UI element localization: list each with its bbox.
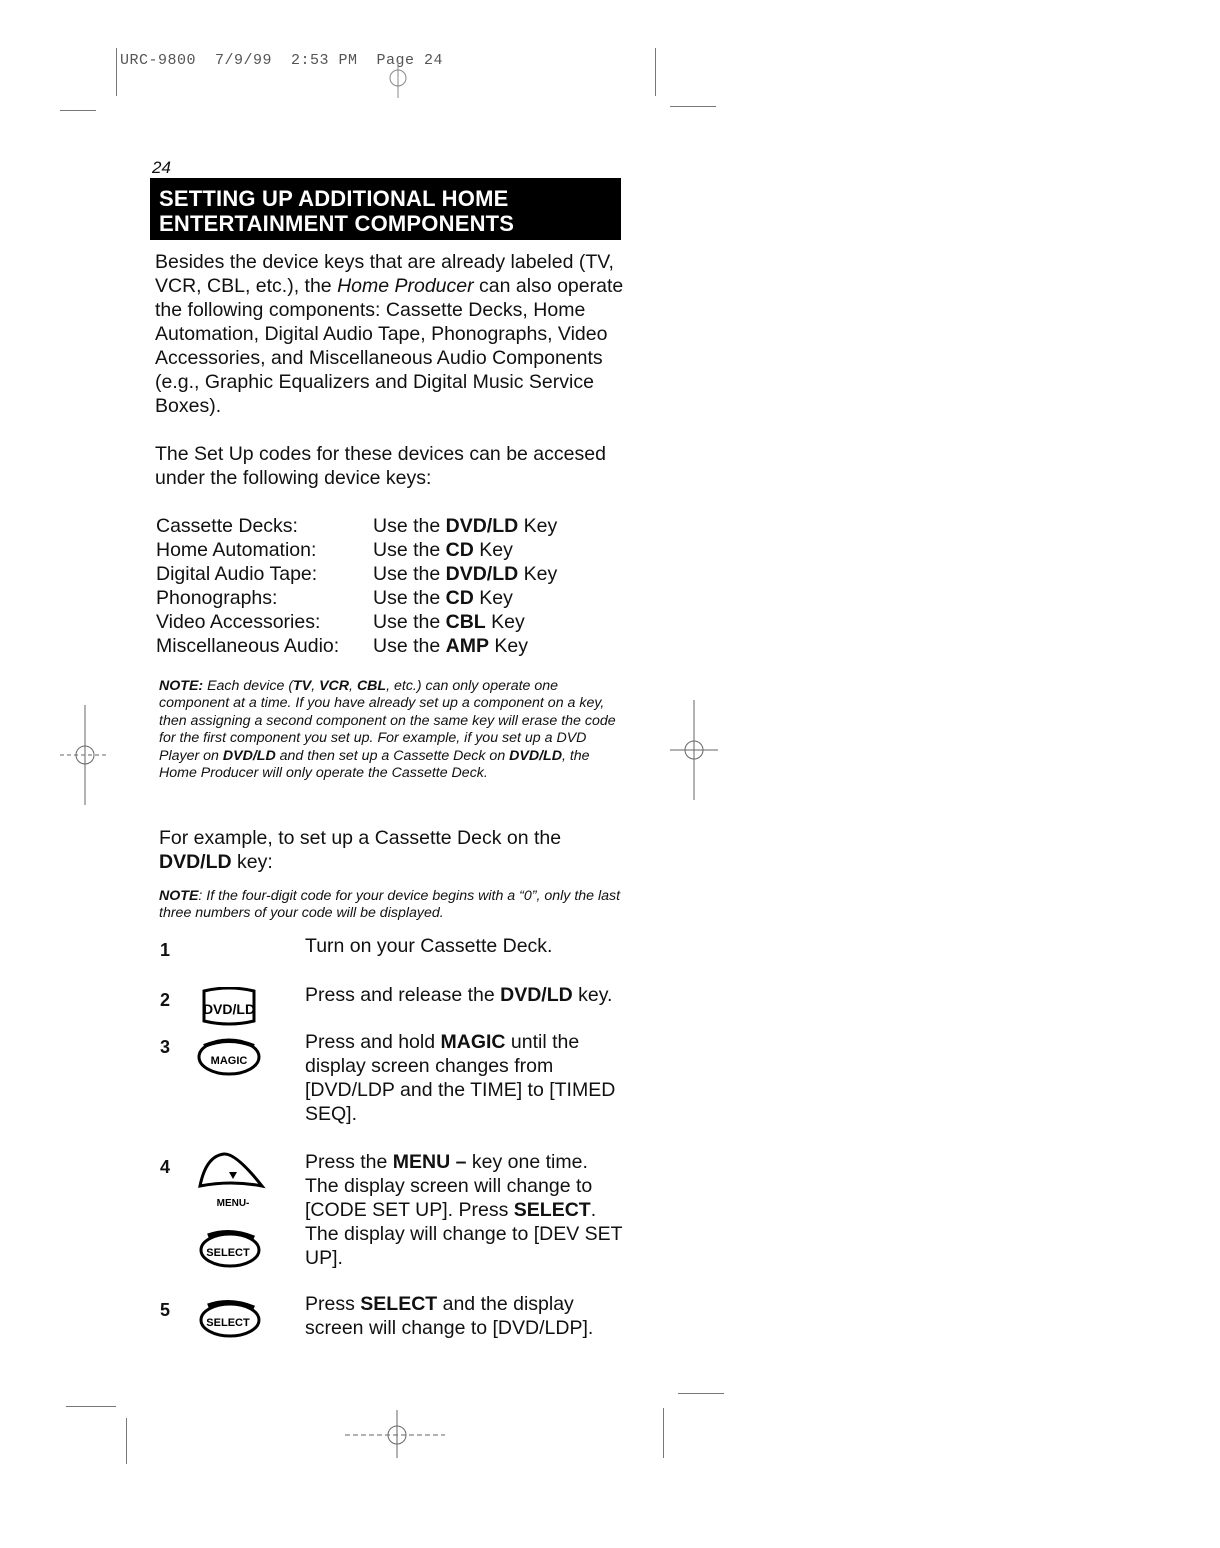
device-key: CBL: [445, 611, 486, 633]
device-key-row: [156, 634, 557, 658]
note-key-cbl: CBL: [356, 678, 387, 694]
intro-text-2: can also operate the following components: Cassette Decks, Home Automation, Digital Audio Tape, Phonographs, Video Accessories, and Miscellaneous Audio Components (e.g., Graphic Equalizers and Digital Music Service Boxes).: [155, 275, 624, 417]
example-intro: [159, 826, 629, 874]
instruction-prefix: Use the: [373, 611, 446, 633]
device-key-instruction: [373, 538, 557, 562]
instruction-prefix: Use the: [373, 635, 446, 657]
step-text: Press and release the: [305, 984, 501, 1006]
crop-mark-bottom-left: [126, 1418, 127, 1464]
step-text: Press: [305, 1293, 361, 1315]
magic-key-label: MAGIC: [210, 1055, 248, 1067]
step-key: SELECT: [360, 1293, 438, 1315]
menu-key-icon: [196, 1150, 266, 1212]
registration-mark-left: [60, 705, 110, 805]
device-name: Home Automation:: [156, 539, 317, 561]
step-text: key one time. The display screen will change to [CODE SET UP]. Press: [305, 1151, 593, 1221]
example-text: For example, to set up a Cassette Deck on the: [159, 827, 562, 849]
select-key-label: SELECT: [206, 1317, 250, 1329]
step-text: and the display screen will change to [DVD/LDP].: [305, 1293, 594, 1339]
device-key-instruction: [373, 586, 557, 610]
select-key-label: SELECT: [206, 1247, 250, 1259]
device-name: Digital Audio Tape:: [156, 563, 318, 585]
note-key-tv: TV: [293, 678, 312, 694]
note-text: Each device (: [203, 678, 294, 694]
setup-intro-paragraph: The Set Up codes for these devices can be accesed under the following device keys:: [155, 443, 606, 489]
section-title-line2: ENTERTAINMENT COMPONENTS: [159, 211, 515, 236]
device-key-instruction: [373, 562, 557, 586]
device-key-instruction: [373, 610, 557, 634]
dvd-ld-key-label: DVD/LD: [202, 1001, 256, 1017]
step-key: MAGIC: [440, 1031, 506, 1053]
note-label: NOTE:: [159, 678, 204, 694]
crop-mark-bottom-right-h: [678, 1393, 724, 1394]
section-title-line1: SETTING UP ADDITIONAL HOME: [159, 186, 509, 211]
registration-mark-right: [670, 700, 720, 800]
device-key-table: [156, 514, 557, 658]
note-label: NOTE: [159, 888, 199, 904]
printer-header: URC-9800 7/9/99 2:53 PM Page 24: [120, 52, 444, 69]
note-key-dvd: DVD/LD: [222, 747, 276, 764]
select-key-icon: [198, 1228, 262, 1270]
device-key: DVD/LD: [445, 515, 519, 537]
step-3-text: [305, 1030, 625, 1126]
example-key: DVD/LD: [159, 851, 232, 873]
note-text: , etc.) can only operate one component at a time. If you have already set up a component on a key, then assigning a second component on the same key will erase the code for the first component you set up. For example, if you set up a DVD Player on: [159, 678, 616, 764]
product-name: Home Producer: [337, 275, 474, 297]
select-key-icon: [198, 1298, 262, 1340]
device-key-row: [156, 514, 557, 538]
device-key-instruction: [373, 514, 557, 538]
note-text: , the Home Producer will only operate the Cassette Deck.: [159, 747, 590, 782]
instruction-prefix: Use the: [373, 563, 446, 585]
dvd-ld-key-icon: [198, 987, 260, 1029]
step-text: Press the: [305, 1151, 393, 1173]
note-text: and then set up a Cassette Deck on: [275, 747, 510, 764]
crop-mark-top-left: [116, 48, 117, 96]
device-key-row: [156, 538, 557, 562]
instruction-suffix: Key: [518, 563, 558, 585]
crop-mark-bottom-left-h: [66, 1406, 116, 1407]
step-number: 3: [160, 1037, 171, 1057]
device-key: CD: [445, 539, 474, 561]
step-number: 4: [160, 1157, 171, 1177]
device-key-row: [156, 586, 557, 610]
step-text: . The display will change to [DEV SET UP].: [305, 1199, 623, 1269]
device-key: AMP: [445, 635, 489, 657]
device-key: DVD/LD: [445, 563, 519, 585]
step-1-text: Turn on your Cassette Deck.: [305, 935, 553, 957]
page-number: 24: [152, 158, 171, 177]
instruction-prefix: Use the: [373, 515, 446, 537]
step-text: key.: [572, 984, 613, 1006]
step-number: 1: [160, 940, 171, 960]
magic-key-icon: [196, 1036, 262, 1078]
instruction-suffix: Key: [488, 635, 528, 657]
note-one-component: [159, 678, 629, 782]
note-text: ,: [349, 678, 357, 694]
step-number: 5: [160, 1300, 171, 1320]
note-text: ,: [311, 678, 320, 694]
step-text: until the display screen changes from [DVD/LDP and the TIME] to [TIMED SEQ].: [305, 1031, 616, 1125]
crop-mark-top-right: [655, 48, 656, 96]
registration-mark-top: [378, 60, 418, 100]
crop-mark-top-left-h: [60, 110, 96, 111]
step-key: SELECT: [513, 1199, 591, 1221]
device-name: Video Accessories:: [156, 611, 321, 633]
section-title: [150, 178, 621, 240]
device-key-instruction: [373, 634, 557, 658]
crop-mark-bottom-right: [663, 1408, 664, 1458]
note-text: : If the four-digit code for your device begins with a “0”, only the last three numbers of your code will be displayed.: [159, 888, 621, 922]
device-name: Miscellaneous Audio:: [156, 635, 340, 657]
device-key: CD: [445, 587, 474, 609]
instruction-prefix: Use the: [373, 587, 446, 609]
instruction-suffix: Key: [485, 611, 525, 633]
registration-mark-bottom: [345, 1410, 445, 1460]
intro-paragraph: [155, 250, 625, 418]
step-text: Press and hold: [305, 1031, 441, 1053]
note-key-vcr: VCR: [319, 678, 350, 694]
step-5-text: [305, 1292, 625, 1340]
menu-key-label: MENU-: [216, 1198, 250, 1209]
instruction-suffix: Key: [473, 587, 513, 609]
step-2-text: [305, 983, 625, 1007]
device-name: Cassette Decks:: [156, 515, 298, 537]
instruction-suffix: Key: [518, 515, 558, 537]
device-name: Phonographs:: [156, 587, 278, 609]
note-key-dvd: DVD/LD: [509, 747, 562, 764]
crop-mark-top-right-h: [670, 106, 716, 107]
instruction-prefix: Use the: [373, 539, 446, 561]
instruction-suffix: Key: [473, 539, 513, 561]
step-4-text: [305, 1150, 625, 1270]
example-suffix: key:: [231, 851, 273, 873]
step-key: MENU –: [392, 1151, 467, 1173]
device-key-row: [156, 562, 557, 586]
intro-text-1: Besides the device keys that are already labeled (TV, VCR, CBL, etc.), the: [155, 251, 614, 297]
step-number: 2: [160, 990, 171, 1010]
step-key: DVD/LD: [500, 984, 573, 1006]
device-key-row: [156, 610, 557, 634]
note-four-digit-code: [159, 888, 629, 923]
